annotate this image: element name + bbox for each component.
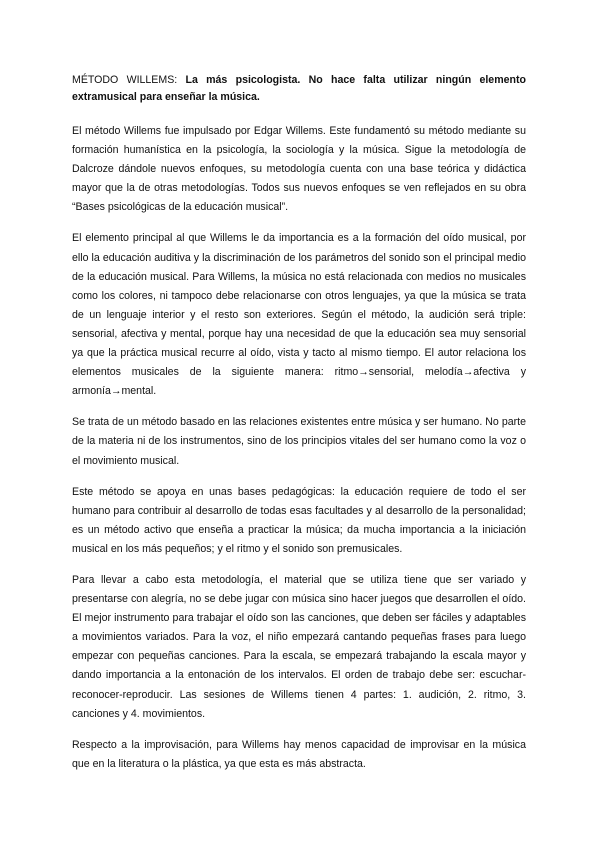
paragraph-intro: El método Willems fue impulsado por Edgar Willems. Este fundamentó su método mediante su formación humanística en la psicología, la sociología y la música. Sigue la metodología de Dalcroze dándole nuevos enfoques, su metodología cuenta con una base teórica y didáctica mayor que la de otras metodologías. Todos sus nuevos enfoques se ven reflejados en su obra “Bases psicológicas de la educación musical”. (72, 125, 526, 214)
document-heading (72, 72, 526, 106)
paragraph-principal-element: El elemento principal al que Willems le da importancia es a la formación del oído musical, por ello la educación auditiva y la discriminación de los parámetros del sonido son el principal medio de la educación musical. Para Willems, la música no está relacionada con medios no musicales como los colores, ni tampoco debe relacionarse con otros lenguajes, ya que la música se trata de un lenguaje interior y el resto son exteriores. Según el método, la audición será triple: sensorial, afectiva y mental, porque hay una necesidad de que la educación sea muy sensorial ya que la práctica musical recurre al oído, vista y tacto al mismo tiempo. El autor relaciona los elementos musicales de la siguiente manera: ritmo→sensorial, melodía→afectiva y armonía→mental. (72, 232, 526, 398)
heading-title: MÉTODO WILLEMS: (72, 74, 186, 86)
paragraph-relations: Se trata de un método basado en las relaciones existentes entre música y ser humano. No parte de la materia ni de los instrumentos, sino de los principios vitales del ser humano como la voz o el movimiento musical. (72, 416, 526, 467)
document-page (72, 72, 526, 786)
paragraph-methodology: Para llevar a cabo esta metodología, el material que se utiliza tiene que ser variado y presentarse con alegría, no se debe jugar con música sino hacer juegos que desarrollen el oído. El mejor instrumento para trabajar el oído son las canciones, que deben ser fáciles y adaptables a movimientos variados. Para la voz, el niño empezará cantando pequeñas frases para luego empezar con pequeñas canciones. Para la escala, se empezará trabajando la escala mayor y dando importancia a la entonación de los intervalos. El orden de trabajo debe ser: escuchar-reconocer-reproducir. Las sesiones de Willems tienen 4 partes: 1. audición, 2. ritmo, 3. canciones y 4. movimientos. (72, 573, 526, 720)
paragraph-improvisation: Respecto a la improvisación, para Willems hay menos capacidad de improvisar en la música que en la literatura o la plástica, ya que esta es más abstracta. (72, 738, 526, 770)
heading-subtitle: La más psicologista. No hace falta utilizar ningún elemento extramusical para enseñar la música. (72, 74, 526, 103)
paragraph-pedagogical-bases: Este método se apoya en unas bases pedagógicas: la educación requiere de todo el ser humano para contribuir al desarrollo de todas esas facultades y al desarrollo de la personalidad; es un método activo que enseña a practicar la música; da mucha importancia a la iniciación musical en los más pequeños; y el ritmo y el sonido son premusicales. (72, 485, 526, 555)
